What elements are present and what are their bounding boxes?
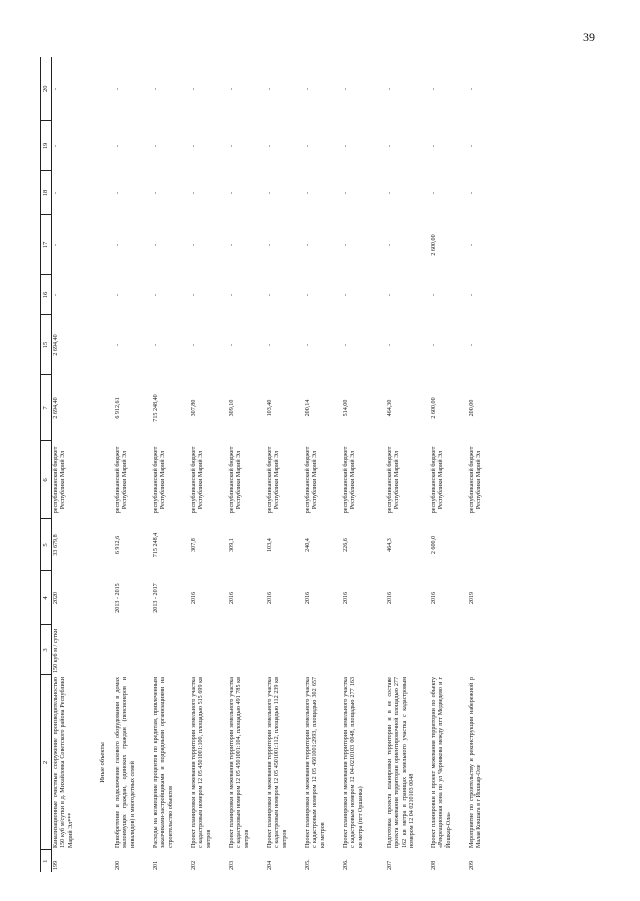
capacity-cell	[386, 625, 430, 675]
table-body	[52, 57, 507, 872]
table-row	[468, 57, 506, 872]
total-cell: 2 600,00	[431, 397, 438, 419]
year-value-cell: -	[153, 191, 160, 195]
year-value-cell: -	[153, 87, 160, 91]
total-cell: 307,80	[191, 399, 198, 417]
funding-source-cell: республиканский бюджет Республики Марий Эл	[153, 446, 167, 514]
capacity-cell	[266, 625, 304, 675]
year-value-cell: -	[229, 343, 236, 347]
year-value-cell: -	[153, 293, 160, 297]
cost-cell: 6 912,6	[115, 535, 122, 555]
year-value-cell: 2 600,00	[431, 234, 438, 256]
funding-source-cell: республиканский бюджет Республики Марий Эл	[305, 446, 319, 514]
funding-source-cell: республиканский бюджет Республики Марий Эл	[343, 446, 357, 514]
cost-cell: 309,1	[229, 538, 236, 552]
row-number: 202	[191, 860, 198, 870]
column-header: 18	[41, 171, 52, 215]
object-name: Проект планировки и межевания территории земельного участка с кадастровым номером 12 05 4501001:100, площадью 515 699 кв метров	[191, 677, 212, 848]
row-number: 200	[115, 860, 122, 870]
capacity-cell	[152, 625, 190, 675]
year-value-cell: -	[115, 191, 122, 195]
year-value-cell: -	[267, 87, 274, 91]
year-value-cell: -	[153, 343, 160, 347]
column-header: 2	[41, 675, 52, 850]
column-header: 7	[41, 375, 52, 441]
year-value-cell: -	[387, 293, 394, 297]
year-value-cell: -	[469, 343, 476, 347]
total-cell: 103,40	[267, 399, 274, 417]
year-value-cell: -	[305, 293, 312, 297]
table-header-row	[41, 57, 52, 872]
column-header: 15	[41, 315, 52, 375]
total-cell: 514,00	[343, 399, 350, 417]
cost-cell: 226,6	[343, 538, 350, 552]
year-value-cell: -	[387, 343, 394, 347]
capacity-cell: 150 куб м / сутки	[53, 628, 60, 673]
total-cell: 6 912,61	[115, 397, 122, 419]
year-value-cell: -	[305, 191, 312, 195]
total-cell: 2 694,40	[53, 397, 60, 419]
cost-cell: 240,4	[305, 538, 312, 552]
year-value-cell: -	[153, 144, 160, 148]
row-number: 206.	[343, 859, 350, 870]
object-name: Проект планировки и проект межевания территории по объекту «Рекреационная зона по ул Чернякова между пгт Медведево и г Йошкар-Ола»	[431, 677, 452, 848]
year-value-cell: -	[191, 87, 198, 91]
years-cell: 2016	[387, 591, 394, 605]
year-value-cell: -	[191, 191, 198, 195]
funding-source-cell: республиканский бюджет Республики Марий Эл	[431, 446, 445, 514]
cost-cell: 715 248,4	[153, 532, 160, 558]
year-value-cell: -	[53, 293, 60, 297]
year-value-cell: -	[431, 191, 438, 195]
year-value-cell: -	[387, 144, 394, 148]
funding-source-cell: республиканский бюджет Республики Марий Эл	[229, 446, 243, 514]
object-name: Расходы на возмещение процентов по кредитам, привлеченным заказчиками-застройщиками и подрядными организациями на строительство объектов	[153, 677, 174, 848]
capacity-cell	[304, 625, 342, 675]
table-row	[342, 57, 386, 872]
row-number: 199	[53, 860, 60, 870]
cost-cell	[468, 519, 506, 571]
year-value-cell: -	[229, 243, 236, 247]
year-value-cell: -	[229, 191, 236, 195]
row-number: 201	[153, 860, 160, 870]
year-value-cell: -	[267, 243, 274, 247]
section-title: Иные объекты	[99, 742, 107, 783]
year-value-cell: -	[387, 191, 394, 195]
years-cell: 2020	[53, 591, 60, 605]
year-value-cell: -	[229, 144, 236, 148]
section-row	[96, 57, 114, 872]
page-number: 39	[583, 30, 595, 44]
years-cell: 2016	[343, 591, 350, 605]
year-value-cell: -	[191, 243, 198, 247]
column-header: 5	[41, 519, 52, 571]
year-value-cell: -	[387, 243, 394, 247]
year-value-cell: -	[229, 87, 236, 91]
total-cell: 200,00	[469, 399, 476, 417]
row-number: 204	[267, 860, 274, 870]
cost-cell: 103,4	[267, 538, 274, 552]
table-row	[386, 57, 430, 872]
capacity-cell	[342, 625, 386, 675]
object-name: Проект планировки и межевания территории земельного участка с кадастровым номером 12 05 4501001:2993, площадью 302 657 кв метров	[305, 677, 326, 848]
year-value-cell: -	[115, 243, 122, 247]
column-header: 19	[41, 121, 52, 171]
year-value-cell: -	[343, 293, 350, 297]
year-value-cell: -	[431, 343, 438, 347]
cost-cell: 33 679,8	[53, 534, 60, 556]
object-name: Мероприятие по строительству и реконструкции набережной р Малая Кокшага в г Йошкар-Оле	[469, 677, 483, 848]
year-value-cell: -	[343, 191, 350, 195]
year-value-cell: -	[469, 87, 476, 91]
year-value-cell: -	[267, 343, 274, 347]
year-value-cell: -	[305, 343, 312, 347]
row-number: 208	[431, 860, 438, 870]
table-row	[152, 57, 190, 872]
years-cell: 2016	[305, 591, 312, 605]
years-cell: 2016	[267, 591, 274, 605]
empty-cell	[96, 850, 114, 872]
year-value-cell: -	[153, 243, 160, 247]
year-value-cell: -	[267, 191, 274, 195]
column-header: 6	[41, 441, 52, 519]
empty-cell	[96, 57, 114, 675]
object-name: Подготовка проекта планировки территории и в ее составе проекта межевания территории ориентировочной площадью 277 162 кв метра в границах земельного участка с кадастровым номером 12 04 0210103 0048	[387, 677, 416, 848]
years-cell: 2016	[229, 591, 236, 605]
cost-cell: 2 600,0	[431, 535, 438, 555]
year-value-cell: -	[343, 343, 350, 347]
table-row	[430, 57, 468, 872]
column-header: 16	[41, 275, 52, 315]
years-cell: 2019	[469, 591, 476, 605]
years-cell: 2013 - 2015	[115, 583, 122, 613]
capacity-cell	[430, 625, 468, 675]
total-cell: 464,30	[387, 399, 394, 417]
year-value-cell: 2 694,40	[53, 334, 60, 356]
funding-source-cell: республиканский бюджет Республики Марий Эл	[469, 446, 483, 514]
row-number: 209	[469, 860, 476, 870]
total-cell: 200,14	[305, 399, 312, 417]
year-value-cell: -	[387, 87, 394, 91]
year-value-cell: -	[343, 243, 350, 247]
object-name: Приобретение и подключение газового оборудования в домах малоимущих граждан, одиноких граждан (пенсионеров и инвалидов) и многодетных семей	[115, 677, 136, 848]
year-value-cell: -	[431, 293, 438, 297]
row-number: 205.	[305, 859, 312, 870]
year-value-cell: -	[431, 87, 438, 91]
table-row	[114, 57, 152, 872]
year-value-cell: -	[115, 343, 122, 347]
funding-source-cell: республиканский бюджет Республики Марий Эл	[387, 446, 401, 514]
year-value-cell: -	[343, 87, 350, 91]
column-header: 4	[41, 571, 52, 625]
program-objects-table	[40, 57, 506, 872]
table-row	[266, 57, 304, 872]
year-value-cell: -	[431, 144, 438, 148]
year-value-cell: -	[267, 144, 274, 148]
funding-source-cell: республиканский бюджет Республики Марий Эл	[53, 446, 67, 514]
funding-source-cell: республиканский бюджет Республики Марий Эл	[191, 446, 205, 514]
column-header: 20	[41, 57, 52, 121]
funding-source-cell: республиканский бюджет Республики Марий Эл	[267, 446, 281, 514]
year-value-cell: -	[191, 293, 198, 297]
year-value-cell: -	[305, 87, 312, 91]
year-value-cell: -	[115, 87, 122, 91]
year-value-cell: -	[115, 293, 122, 297]
column-header: 1	[41, 850, 52, 872]
year-value-cell: -	[305, 243, 312, 247]
total-cell: 715 248,40	[153, 394, 160, 422]
table-row	[52, 57, 97, 872]
table-row	[304, 57, 342, 872]
year-value-cell: -	[53, 87, 60, 91]
year-value-cell: -	[115, 144, 122, 148]
year-value-cell: -	[191, 144, 198, 148]
row-number: 207	[387, 860, 394, 870]
capacity-cell	[468, 625, 506, 675]
object-name: Проект планировки и межевания территории земельного участка с кадастровым номером 12 04-0210103 0048, площадью 277 163 кв метра (пгт Оршанка)	[343, 677, 364, 848]
table-row	[228, 57, 266, 872]
year-value-cell: -	[343, 144, 350, 148]
funding-source-cell: республиканский бюджет Республики Марий Эл	[115, 446, 129, 514]
object-name: Проект планировки и межевания территории земельного участка с кадастровым номером 12 05 4501001:104, площадью 491 785 кв метров	[229, 677, 250, 848]
column-header: 17	[41, 215, 52, 275]
year-value-cell: -	[305, 144, 312, 148]
row-number: 203	[229, 860, 236, 870]
rotated-table-sheet	[40, 77, 605, 872]
year-value-cell: -	[53, 144, 60, 148]
years-cell: 2013 - 2017	[153, 583, 160, 613]
object-name: Канализационные очистные сооружение производительностью 150 куб м/сутки в д. Михайловка Советского района Республики Марий Эл***	[53, 677, 74, 848]
table-row	[190, 57, 228, 872]
total-cell: 309,10	[229, 399, 236, 417]
year-value-cell: -	[229, 293, 236, 297]
years-cell: 2016	[431, 591, 438, 605]
year-value-cell: -	[469, 293, 476, 297]
year-value-cell: -	[191, 343, 198, 347]
year-value-cell: -	[53, 191, 60, 195]
year-value-cell: -	[469, 191, 476, 195]
column-header: 3	[41, 625, 52, 675]
year-value-cell: -	[267, 293, 274, 297]
year-value-cell: -	[469, 243, 476, 247]
object-name: Проект планировки и межевания территории земельного участка с кадастровым номером 12 05 4501001:112, площадью 112 239 кв метров	[267, 677, 288, 848]
cost-cell: 464,3	[387, 538, 394, 552]
capacity-cell	[190, 625, 228, 675]
year-value-cell: -	[53, 243, 60, 247]
capacity-cell	[228, 625, 266, 675]
year-value-cell: -	[469, 144, 476, 148]
years-cell: 2016	[191, 591, 198, 605]
capacity-cell	[114, 625, 152, 675]
cost-cell: 307,8	[191, 538, 198, 552]
